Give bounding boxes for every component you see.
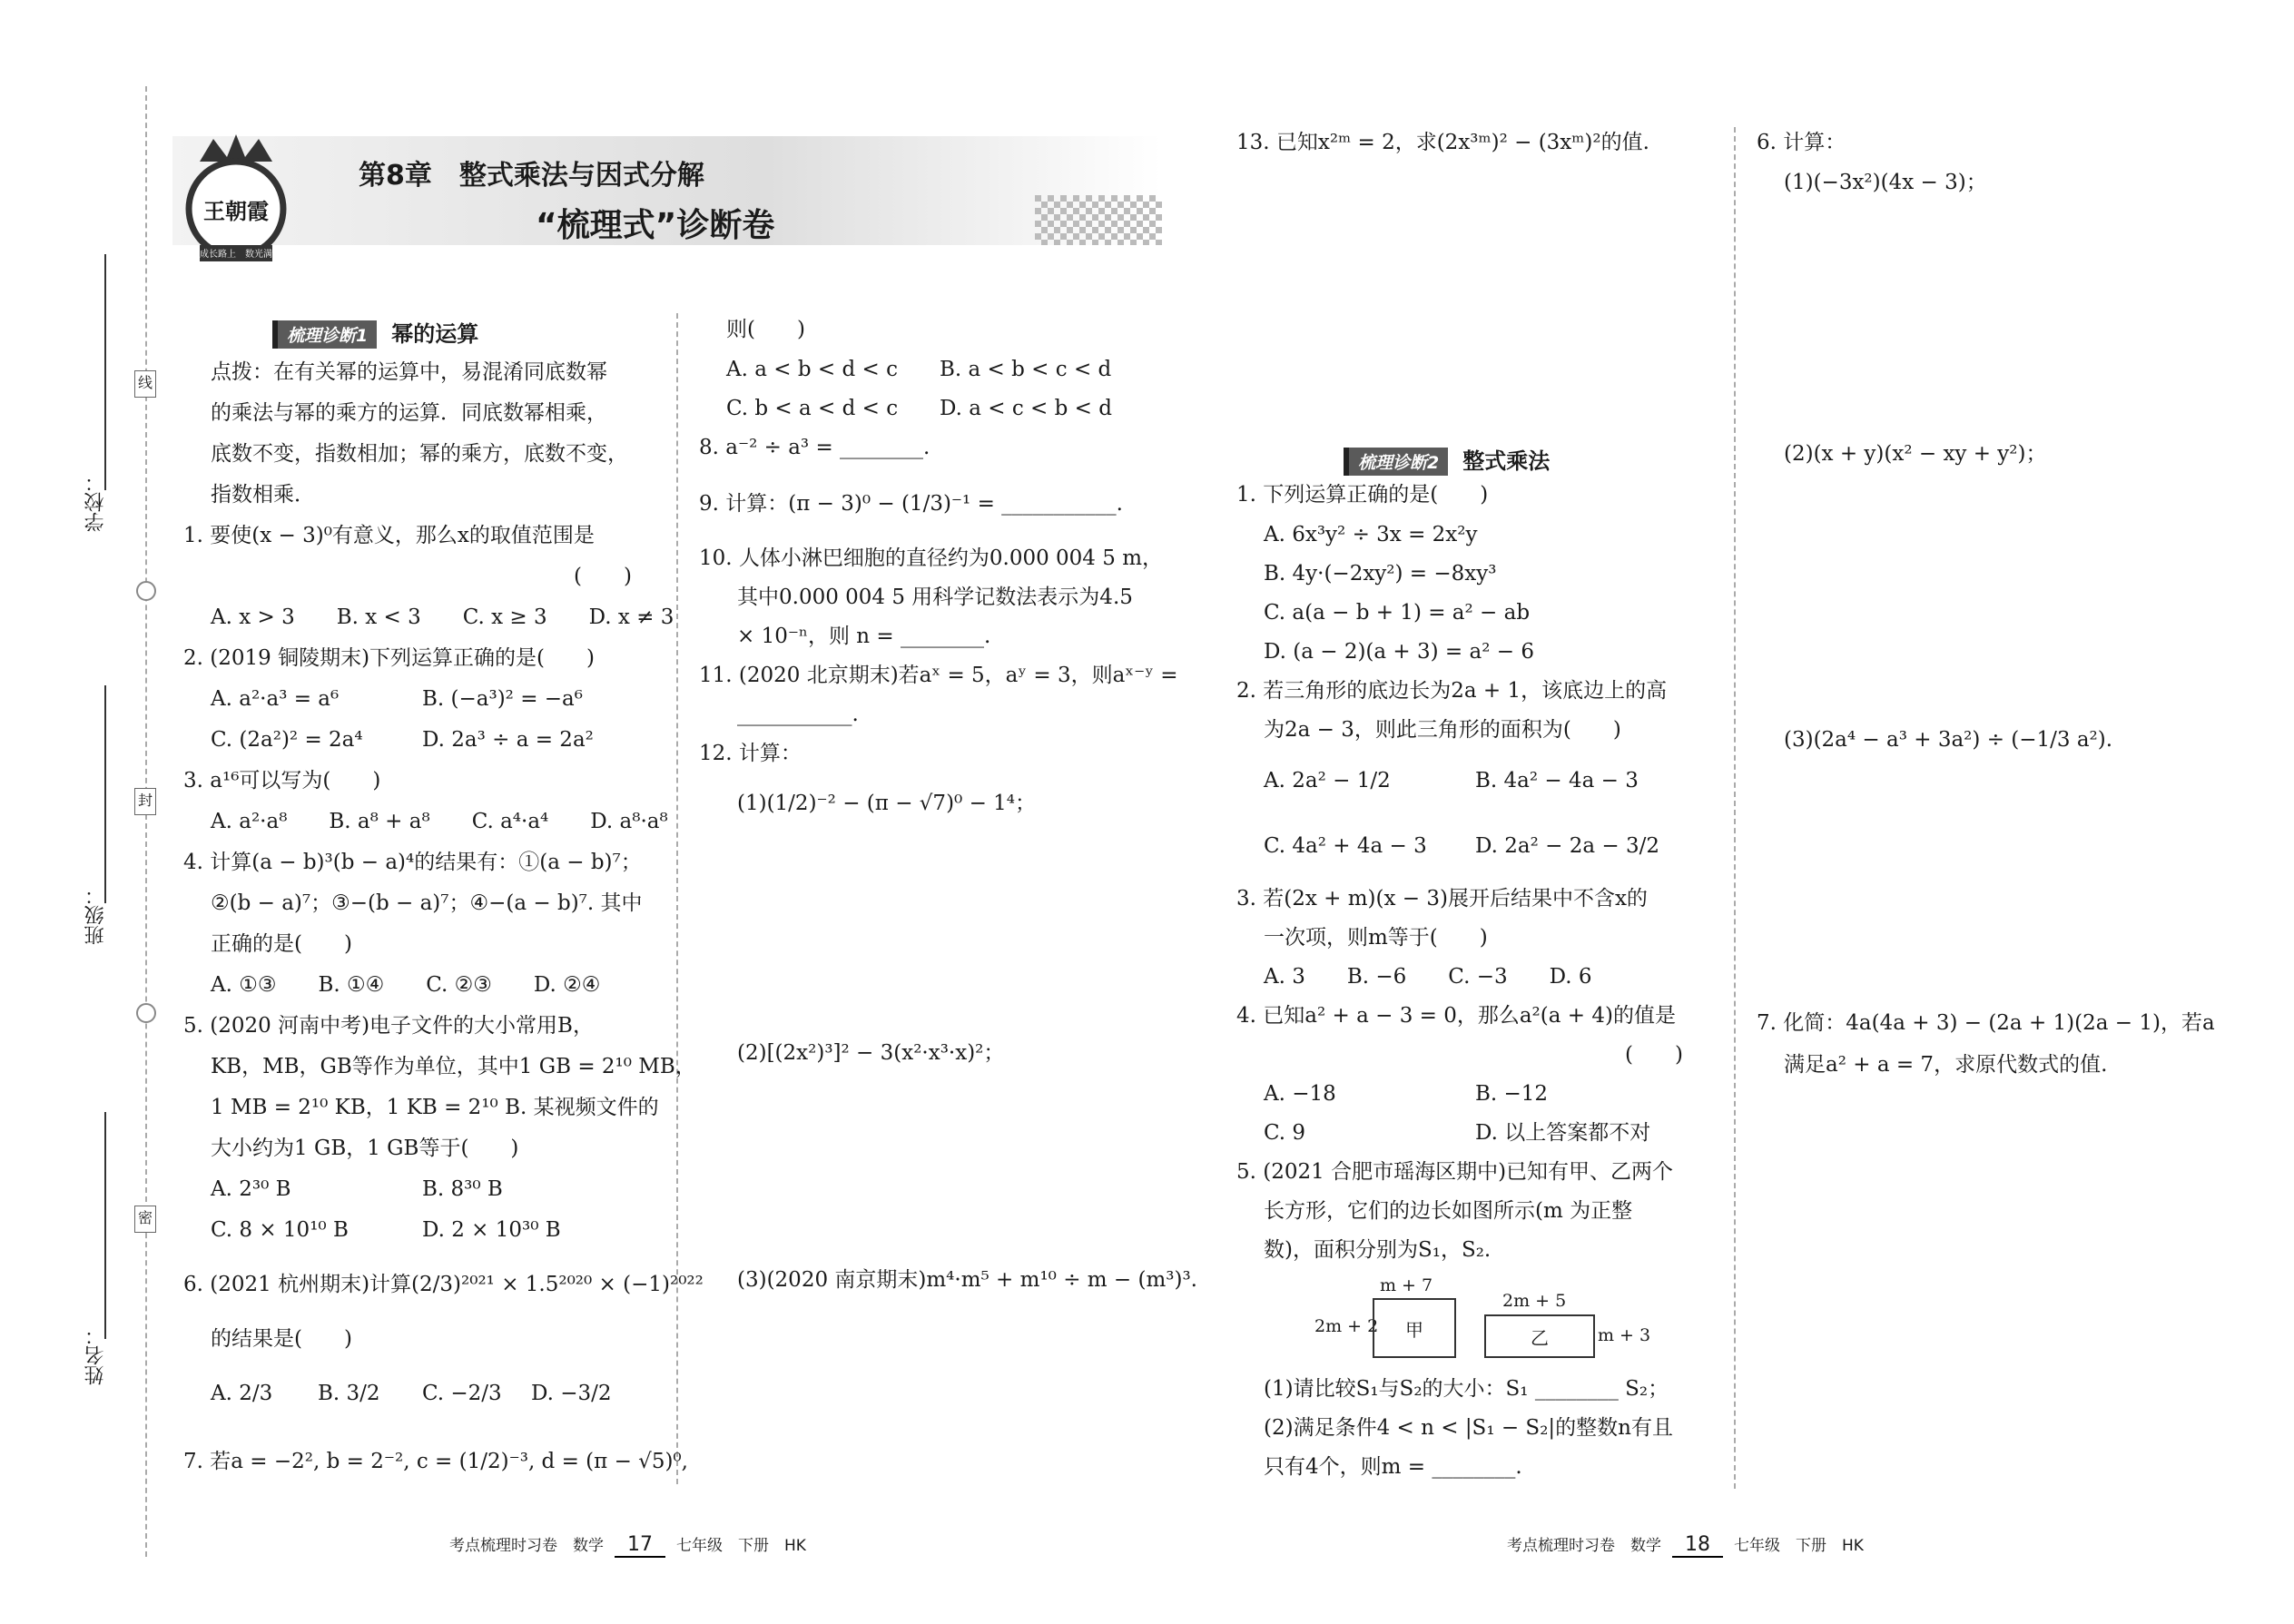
options: A. 3 B. −6 C. −3 D. 6 <box>1264 965 1592 989</box>
question-12-3: (3)(2020 南京期末)m⁴·m⁵ + m¹⁰ ÷ m − (m³)³. <box>737 1268 1197 1292</box>
question-1-3: 3. a¹⁶可以写为( ) <box>183 769 381 792</box>
seal-mark-seal: 封 <box>134 788 156 815</box>
option-d: D. 2a³ ÷ a = 2a² <box>422 728 594 752</box>
question-line: 1 MB = 2¹⁰ KB，1 KB = 2¹⁰ B. 某视频文件的 <box>211 1096 659 1119</box>
question-12-1: (1)(1/2)⁻² − (π − √7)⁰ − 1⁴； <box>737 792 1037 815</box>
option-a: A. 6x³y² ÷ 3x = 2x²y <box>1264 523 1478 546</box>
question-line: 满足a² + a = 7，求原代数式的值. <box>1784 1053 2108 1077</box>
question-1-1: 1. 要使(x − 3)⁰有意义，那么x的取值范围是 <box>183 524 595 547</box>
option-c: C. 4a² + 4a − 3 <box>1264 834 1427 858</box>
question-6-3: (3)(2a⁴ − a³ + 3a²) ÷ (−1/3 a²). <box>1784 728 2113 752</box>
option-b: B. −12 <box>1475 1082 1549 1106</box>
option-b: B. 4a² − 4a − 3 <box>1475 769 1639 792</box>
tip-line: 点拨：在有关幂的运算中，易混淆同底数幂 <box>211 360 607 384</box>
page-title: “梳理式”诊断卷 <box>536 207 775 244</box>
footer-text: 七年级 下册 HK <box>676 1537 806 1555</box>
footer-text: 七年级 下册 HK <box>1734 1537 1864 1555</box>
figure-label-top2: 2m + 5 <box>1502 1291 1567 1311</box>
seal-mark-dense: 密 <box>134 1206 156 1233</box>
option-b: B. a < b < c < d <box>940 358 1112 381</box>
question-line: ②(b − a)⁷；③−(b − a)⁷；④−(a − b)⁷. 其中 <box>211 891 643 915</box>
question-line: 大小约为1 GB，1 GB等于( ) <box>211 1137 519 1160</box>
chapter-title: 第8章 整式乘法与因式分解 <box>359 160 704 192</box>
logo <box>177 134 295 271</box>
option-d: D. a < c < b < d <box>940 397 1112 420</box>
options: A. ①③ B. ①④ C. ②③ D. ②④ <box>211 973 601 997</box>
question-2-4: 4. 已知a² + a − 3 = 0，那么a²(a + 4)的值是 <box>1236 1004 1676 1028</box>
seal-mark-line: 线 <box>134 370 156 398</box>
option-b: B. 4y·(−2xy²) = −8xy³ <box>1264 562 1497 586</box>
question-7: 7. 化简：4a(4a + 3) − (2a + 1)(2a − 1)，若a <box>1757 1011 2215 1035</box>
question-8: 8. a⁻² ÷ a³ = ________. <box>699 436 930 459</box>
option-b: B. 8³⁰ B <box>422 1177 503 1201</box>
page-number: 18 <box>1672 1533 1723 1558</box>
checker-pattern-icon <box>1035 195 1162 245</box>
options: A. a²·a⁸ B. a⁸ + a⁸ C. a⁴·a⁴ D. a⁸·a⁸ <box>211 810 668 833</box>
figure-label-right2: m + 3 <box>1598 1325 1651 1345</box>
name-label: 姓名： <box>84 1325 107 1385</box>
question-2-5: 5. (2021 合肥市瑶海区期中)已知有甲、乙两个 <box>1236 1160 1674 1184</box>
option-b: B. (−a³)² = −a⁶ <box>422 687 583 711</box>
question-line: (2)满足条件4 < n < |S₁ − S₂|的整数n有且 <box>1264 1416 1673 1440</box>
option-a: A. 2/3 <box>211 1382 273 1405</box>
column-divider <box>676 313 678 1484</box>
question-1-6: 6. (2021 杭州期末)计算(2/3)²⁰²¹ × 1.5²⁰²⁰ × (−1)²⁰²² <box>183 1273 704 1296</box>
footer-right <box>1507 1532 1864 1558</box>
question-line: 只有4个，则m = ________. <box>1264 1455 1522 1479</box>
section-tag: 梳理诊断1 <box>272 320 377 349</box>
binding-hole-icon <box>136 1003 156 1023</box>
column-divider <box>1734 127 1736 1489</box>
option-c: C. a(a − b + 1) = a² − ab <box>1264 601 1531 625</box>
question-12: 12. 计算： <box>699 742 802 765</box>
option-a: A. a < b < d < c <box>726 358 898 381</box>
question-1-2: 2. (2019 铜陵期末)下列运算正确的是( ) <box>183 646 595 670</box>
figure-label-top1: m + 7 <box>1380 1275 1433 1295</box>
question-2-3: 3. 若(2x + m)(x − 3)展开后结果中不含x的 <box>1236 887 1648 910</box>
question-2-1: 1. 下列运算正确的是( ) <box>1236 483 1489 507</box>
option-d: D. 以上答案都不对 <box>1475 1121 1651 1145</box>
tip-line: 底数不变，指数相加；幂的乘方，底数不变， <box>211 442 628 466</box>
footer-text: 考点梳理时习卷 数学 <box>1507 1537 1661 1555</box>
question-line: KB，MB，GB等作为单位，其中1 GB = 2¹⁰ MB， <box>211 1055 696 1078</box>
section-tag: 梳理诊断2 <box>1344 448 1448 476</box>
option-c: C. (2a²)² = 2a⁴ <box>211 728 363 752</box>
question-line: (1)请比较S₁与S₂的大小：S₁ ________ S₂； <box>1264 1377 1669 1401</box>
question-line: 其中0.000 004 5 用科学记数法表示为4.5 <box>737 586 1133 609</box>
question-1-4: 4. 计算(a − b)³(b − a)⁴的结果有：①(a − b)⁷； <box>183 851 642 874</box>
name-field <box>104 1112 106 1339</box>
footer-text: 考点梳理时习卷 数学 <box>449 1537 604 1555</box>
figure-label-left1: 2m + 2 <box>1314 1316 1379 1336</box>
class-label: 班级： <box>84 885 107 945</box>
binding-hole-icon <box>136 581 156 601</box>
option-c: C. −2/3 <box>422 1382 502 1405</box>
question-6: 6. 计算： <box>1757 131 1846 154</box>
option-d: D. 2a² − 2a − 3/2 <box>1475 834 1659 858</box>
question-13: 13. 已知x²ᵐ = 2，求(2x³ᵐ)² − (3xᵐ)²的值. <box>1236 131 1649 154</box>
rectangle-yi: 乙 <box>1484 1314 1595 1358</box>
question-line: × 10⁻ⁿ，则 n = ________. <box>737 625 991 648</box>
section-title: 幂的运算 <box>391 321 479 347</box>
question-12-2: (2)[(2x²)³]² − 3(x²·x³·x)²； <box>737 1041 1005 1065</box>
question-11: 11. (2020 北京期末)若aˣ = 5，aʸ = 3，则aˣ⁻ʸ = <box>699 664 1178 687</box>
tip-line: 的乘法与幂的乘方的运算．同底数幂相乘， <box>211 401 607 425</box>
page-number: 17 <box>615 1533 665 1558</box>
option-c: C. 8 × 10¹⁰ B <box>211 1218 349 1242</box>
question-line: 则( ) <box>726 318 805 341</box>
logo-text: 王朝霞 <box>203 198 269 224</box>
school-label: 学校： <box>84 472 107 532</box>
section-heading-multiplication <box>1344 443 1550 476</box>
option-a: A. −18 <box>1264 1082 1336 1106</box>
option-a: A. 2a² − 1/2 <box>1264 769 1391 792</box>
question-line: 长方形，它们的边长如图所示(m 为正整 <box>1264 1199 1633 1223</box>
option-b: B. 3/2 <box>318 1382 380 1405</box>
section-title: 整式乘法 <box>1462 448 1551 474</box>
logo-ribbon: 成长路上 数光满天 <box>200 250 272 273</box>
question-line: 数)，面积分别为S₁，S₂. <box>1264 1238 1492 1262</box>
question-2-2: 2. 若三角形的底边长为2a + 1，该底边上的高 <box>1236 679 1668 703</box>
option-d: D. −3/2 <box>531 1382 612 1405</box>
option-d: D. (a − 2)(a + 3) = a² − 6 <box>1264 640 1534 664</box>
footer-left <box>449 1532 806 1558</box>
class-field <box>104 685 106 903</box>
answer-bracket: ( ) <box>1625 1043 1683 1067</box>
question-line: 一次项，则m等于( ) <box>1264 926 1488 950</box>
question-10: 10. 人体小淋巴细胞的直径约为0.000 004 5 m， <box>699 546 1164 570</box>
option-a: A. 2³⁰ B <box>211 1177 291 1201</box>
question-line: ___________. <box>737 703 859 726</box>
question-1-5: 5. (2020 河南中考)电子文件的大小常用B， <box>183 1014 594 1038</box>
question-9: 9. 计算：(π − 3)⁰ − (1/3)⁻¹ = ___________. <box>699 492 1123 516</box>
option-a: A. a²·a³ = a⁶ <box>211 687 340 711</box>
school-field <box>104 254 106 490</box>
question-1-7: 7. 若a = −2², b = 2⁻², c = (1/2)⁻³, d = (π − √5)⁰, <box>183 1450 688 1473</box>
rectangle-jia: 甲 <box>1373 1298 1456 1358</box>
option-d: D. 2 × 10³⁰ B <box>422 1218 561 1242</box>
tip-line: 指数相乘． <box>211 483 315 507</box>
option-c: C. 9 <box>1264 1121 1306 1145</box>
question-6-2: (2)(x + y)(x² − xy + y²)； <box>1784 442 2047 466</box>
question-line: 为2a − 3，则此三角形的面积为( ) <box>1264 718 1621 742</box>
answer-bracket: ( ) <box>574 565 632 588</box>
question-line: 的结果是( ) <box>211 1327 352 1351</box>
binding-line <box>145 86 147 1557</box>
option-c: C. b < a < d < c <box>726 397 899 420</box>
options: A. x > 3 B. x < 3 C. x ≥ 3 D. x ≠ 3 <box>211 605 674 629</box>
question-line: 正确的是( ) <box>211 932 352 956</box>
section-heading-powers <box>272 316 478 349</box>
question-6-1: (1)(−3x²)(4x − 3)； <box>1784 171 1987 194</box>
